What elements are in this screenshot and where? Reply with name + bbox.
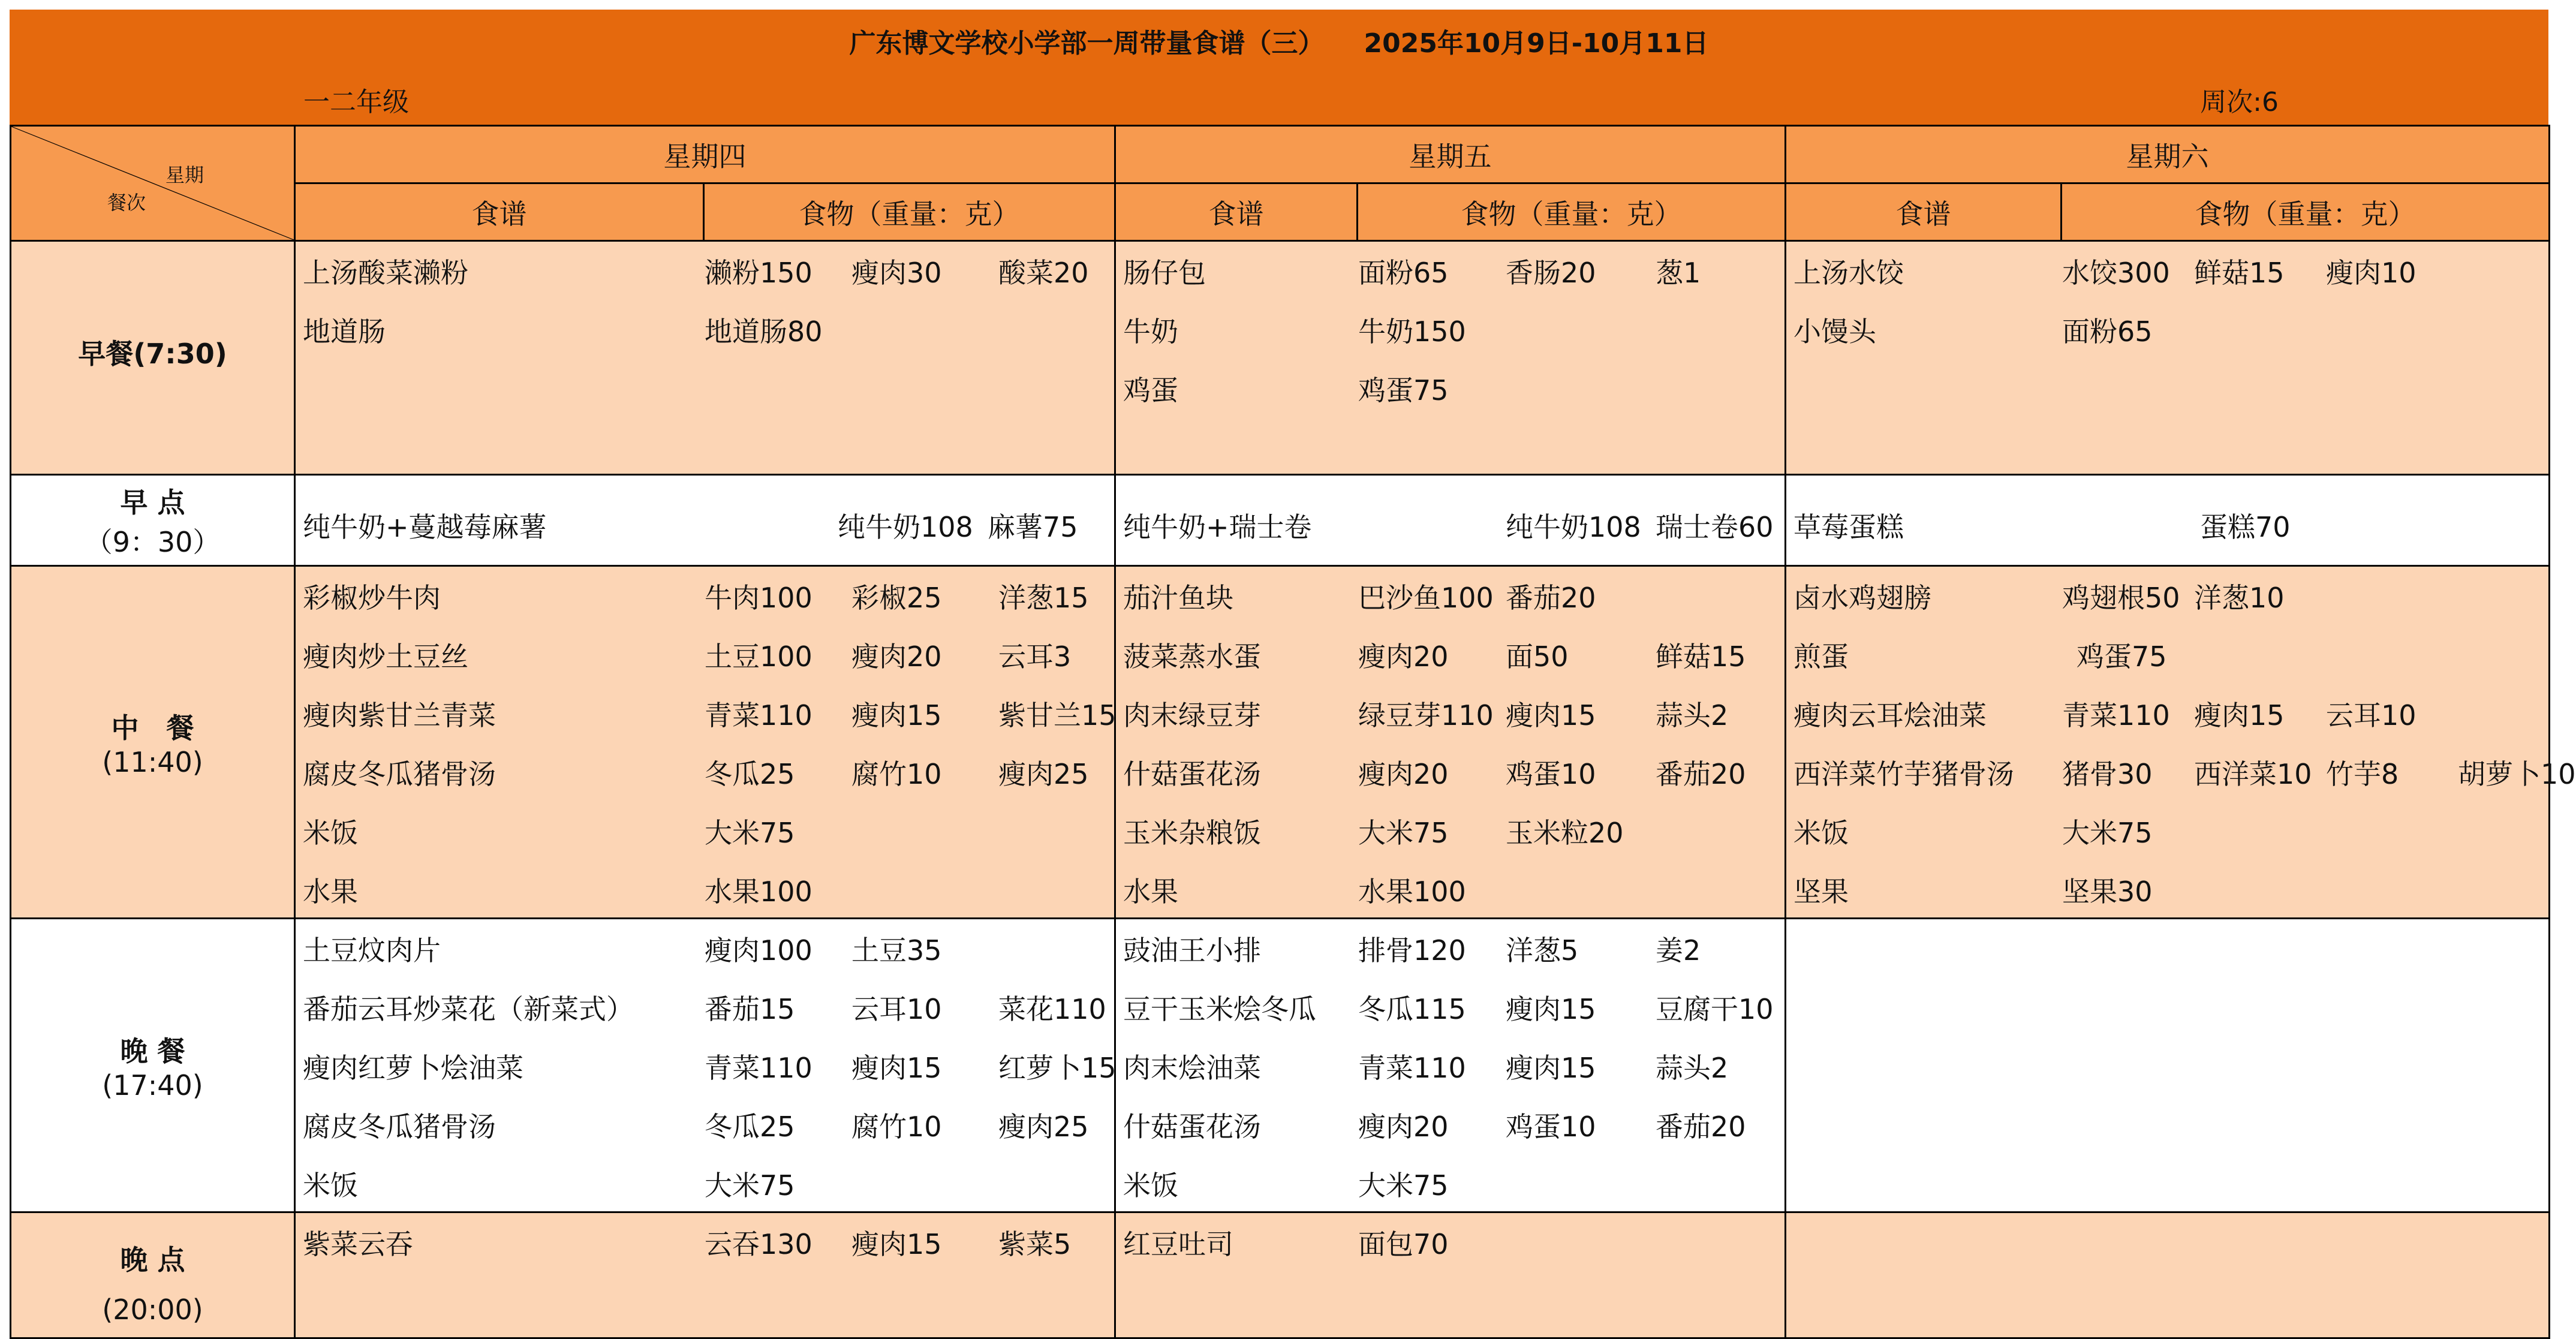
food-amount: 菜花110 [998,993,1106,1025]
dish-name: 小馒头 [1793,315,1876,348]
food-amount: 冬瓜115 [1358,993,1466,1025]
food-amount: 鲜菇15 [1656,640,1746,673]
dish-name: 米饭 [1123,1169,1178,1202]
corner-meal-label: 餐次 [107,191,146,214]
food-amount: 香肠20 [1506,257,1596,289]
food-amount: 鲜菇15 [2194,257,2285,289]
menu-cell [1786,241,2550,475]
dish-name: 豆干玉米烩冬瓜 [1123,993,1316,1025]
food-amount: 紫菜5 [998,1228,1072,1260]
dish-name: 豉油王小排 [1123,934,1261,967]
food-amount: 坚果30 [2062,875,2153,908]
menu-cell [1786,1212,2550,1338]
food-amount: 洋葱5 [1506,934,1579,967]
food-amount: 瘦肉25 [998,758,1089,790]
dish-name: 腐皮冬瓜猪骨汤 [303,1111,496,1143]
dish-name: 水果 [303,875,358,908]
food-amount: 红萝卜15 [998,1052,1117,1084]
meal-time: (20:00) [102,1293,203,1326]
food-amount: 鸡蛋10 [1506,1111,1596,1143]
food-amount: 云耳10 [2326,699,2416,732]
food-amount: 瘦肉15 [2194,699,2285,732]
food-amount: 水果100 [705,875,812,908]
food-amount: 竹芋8 [2326,758,2399,790]
dish-name: 坚果 [1793,875,1849,908]
meal-row-breakfast [11,241,2550,475]
food-amount: 猪骨30 [2062,758,2153,790]
food-amount: 番茄15 [705,993,795,1025]
meal-label [11,566,295,919]
corner-day-label: 星期 [165,164,204,186]
food-amount: 大米75 [1358,1169,1449,1202]
meal-label [11,475,295,566]
dish-name: 腐皮冬瓜猪骨汤 [303,758,496,790]
dish-name: 红豆吐司 [1123,1228,1233,1260]
food-amount: 胡萝卜10 [2458,758,2576,790]
dish-name: 瘦肉云耳烩油菜 [1793,699,1987,732]
dish-name: 纯牛奶+瑞士卷 [1123,511,1312,543]
dish-name: 土豆炆肉片 [303,934,441,967]
food-amount: 土豆100 [705,640,812,673]
food-amount: 瘦肉25 [998,1111,1089,1143]
food-header: 食物（重量：克） [2062,183,2550,241]
menu-cell [1115,919,1786,1212]
food-amount: 排骨120 [1358,934,1466,967]
dish-name: 紫菜云吞 [303,1228,413,1260]
page-title: 广东博文学校小学部一周带量食谱（三） 2025年10月9日-10月11日 [849,28,1709,59]
food-amount: 大米75 [705,817,795,849]
food-amount: 地道肠80 [705,315,823,348]
food-amount: 冬瓜25 [705,758,795,790]
food-amount: 濑粉150 [705,257,812,289]
food-amount: 西洋菜10 [2194,758,2312,790]
menu-cell [1786,566,2576,919]
dish-name: 地道肠 [303,315,386,348]
food-amount: 瘦肉15 [851,699,942,732]
food-amount: 鸡蛋10 [1506,758,1596,790]
food-amount: 蒜头2 [1656,1052,1729,1084]
food-amount: 冬瓜25 [705,1111,795,1143]
food-amount: 青菜110 [705,699,812,732]
food-amount: 瘦肉20 [851,640,942,673]
menu-cell [1115,1212,1786,1338]
food-amount: 云耳10 [851,993,942,1025]
menu-table [10,125,2576,1339]
food-amount: 土豆35 [851,934,942,967]
week-number: 周次:6 [2200,87,2279,118]
menu-cell [295,566,1115,919]
food-amount: 瘦肉20 [1358,758,1449,790]
meal-label [11,919,295,1212]
food-amount: 面包70 [1358,1228,1449,1260]
food-amount: 彩椒25 [851,582,942,614]
dish-name: 瘦肉紫甘兰青菜 [303,699,496,732]
food-amount: 大米75 [705,1169,795,1202]
meal-name: 中 餐 [111,711,194,744]
food-amount: 面粉65 [2062,315,2153,348]
meal-name: 早餐(7:30) [78,337,227,370]
food-amount: 腐竹10 [851,758,942,790]
food-amount: 番茄20 [1656,758,1746,790]
dish-name: 菠菜蒸水蛋 [1123,640,1261,673]
menu-cell [1786,919,2550,1212]
dish-name: 米饭 [303,817,358,849]
food-header: 食物（重量：克） [1358,183,1786,241]
meal-time: (11:40) [102,745,203,778]
food-amount: 面粉65 [1358,257,1449,289]
food-amount: 紫甘兰15 [998,699,1117,732]
food-amount: 云耳3 [998,640,1072,673]
food-amount: 葱1 [1656,257,1701,289]
dish-name: 卤水鸡翅膀 [1793,582,1931,614]
food-amount: 云吞130 [705,1228,812,1260]
meal-row-morning-snack [11,475,2550,566]
food-amount: 瑞士卷60 [1656,511,1774,543]
recipe-header: 食谱 [1786,183,2062,241]
food-amount: 水果100 [1358,875,1466,908]
dish-name: 茄汁鱼块 [1123,582,1233,614]
dish-name: 肉末绿豆芽 [1123,699,1261,732]
menu-cell [295,1212,1115,1338]
food-amount: 面50 [1506,640,1569,673]
food-amount: 瘦肉15 [1506,699,1596,732]
menu-cell [1115,475,1786,566]
dish-name: 西洋菜竹芋猪骨汤 [1793,758,2014,790]
dish-name: 上汤酸菜濑粉 [303,257,468,289]
food-amount: 瘦肉15 [1506,993,1596,1025]
food-amount: 青菜110 [1358,1052,1466,1084]
corner-diagonal [11,127,294,240]
food-amount: 瘦肉10 [2326,257,2416,289]
food-header: 食物（重量：克） [704,183,1115,241]
recipe-header: 食谱 [295,183,704,241]
meal-name: 早 点 [120,486,185,519]
food-amount: 番茄20 [1506,582,1596,614]
dish-name: 肠仔包 [1123,257,1206,289]
meal-label [11,1212,295,1338]
grade-label: 一二年级 [303,87,409,118]
menu-cell [295,241,1115,475]
food-amount: 酸菜20 [998,257,1089,289]
food-amount: 蛋糕70 [2200,511,2291,543]
day-header-friday: 星期五 [1115,126,1786,183]
food-amount: 青菜110 [705,1052,812,1084]
dish-name: 米饭 [1793,817,1849,849]
menu-cell [1115,241,1786,475]
dish-name: 彩椒炒牛肉 [303,582,441,614]
meal-time: （9：30） [85,525,221,558]
food-amount: 番茄20 [1656,1111,1746,1143]
food-amount: 牛奶150 [1358,315,1466,348]
food-amount: 瘦肉15 [1506,1052,1596,1084]
recipe-header: 食谱 [1115,183,1358,241]
food-amount: 蒜头2 [1656,699,1729,732]
day-header-thursday: 星期四 [295,126,1115,183]
meal-row-lunch [11,566,2550,919]
dish-name: 什菇蛋花汤 [1123,758,1261,790]
food-amount: 大米75 [1358,817,1449,849]
menu-cell [295,475,1115,566]
dish-name: 什菇蛋花汤 [1123,1111,1261,1143]
food-amount: 巴沙鱼100 [1358,582,1494,614]
meal-row-evening-snack [11,1212,2550,1338]
food-amount: 洋葱15 [998,582,1089,614]
food-amount: 腐竹10 [851,1111,942,1143]
food-amount: 瘦肉30 [851,257,942,289]
food-amount: 青菜110 [2062,699,2170,732]
dish-name: 番茄云耳炒菜花（新菜式） [303,993,634,1025]
dish-name: 煎蛋 [1793,640,1849,673]
food-amount: 纯牛奶108 [838,511,973,543]
dish-name: 上汤水饺 [1793,257,1904,289]
dish-name: 纯牛奶+蔓越莓麻薯 [303,511,547,543]
meal-label [11,241,295,475]
food-amount: 牛肉100 [705,582,812,614]
corner-cell [11,126,295,241]
food-amount: 麻薯75 [988,511,1078,543]
food-amount: 瘦肉20 [1358,1111,1449,1143]
food-amount: 鸡蛋75 [1358,374,1449,407]
food-amount: 鸡翅根50 [2062,582,2180,614]
food-amount: 瘦肉20 [1358,640,1449,673]
day-header-saturday: 星期六 [1786,126,2550,183]
food-amount: 绿豆芽110 [1358,699,1494,732]
food-amount: 鸡蛋75 [2077,640,2167,673]
dish-name: 牛奶 [1123,315,1178,348]
dish-name: 米饭 [303,1169,358,1202]
meal-name: 晚 餐 [120,1034,185,1067]
food-amount: 豆腐干10 [1656,993,1774,1025]
dish-name: 玉米杂粮饭 [1123,817,1261,849]
dish-name: 草莓蛋糕 [1793,511,1904,543]
food-amount: 洋葱10 [2194,582,2285,614]
meal-name: 晚 点 [120,1244,185,1276]
food-amount: 大米75 [2062,817,2153,849]
food-amount: 玉米粒20 [1506,817,1624,849]
dish-name: 鸡蛋 [1123,374,1178,407]
food-amount: 姜2 [1656,934,1701,967]
meal-row-dinner [11,919,2550,1212]
dish-name: 肉末烩油菜 [1123,1052,1261,1084]
dish-name: 水果 [1123,875,1178,908]
food-amount: 瘦肉100 [705,934,812,967]
food-amount: 水饺300 [2062,257,2170,289]
food-amount: 纯牛奶108 [1506,511,1641,543]
menu-cell [1115,566,1786,919]
dish-name: 瘦肉炒土豆丝 [303,640,468,673]
menu-cell [295,919,1115,1212]
food-amount: 瘦肉15 [851,1228,942,1260]
dish-name: 瘦肉红萝卜烩油菜 [303,1052,523,1084]
title-bar [10,10,2548,125]
food-amount: 瘦肉15 [851,1052,942,1084]
meal-time: (17:40) [102,1069,203,1102]
menu-cell [1786,475,2550,566]
